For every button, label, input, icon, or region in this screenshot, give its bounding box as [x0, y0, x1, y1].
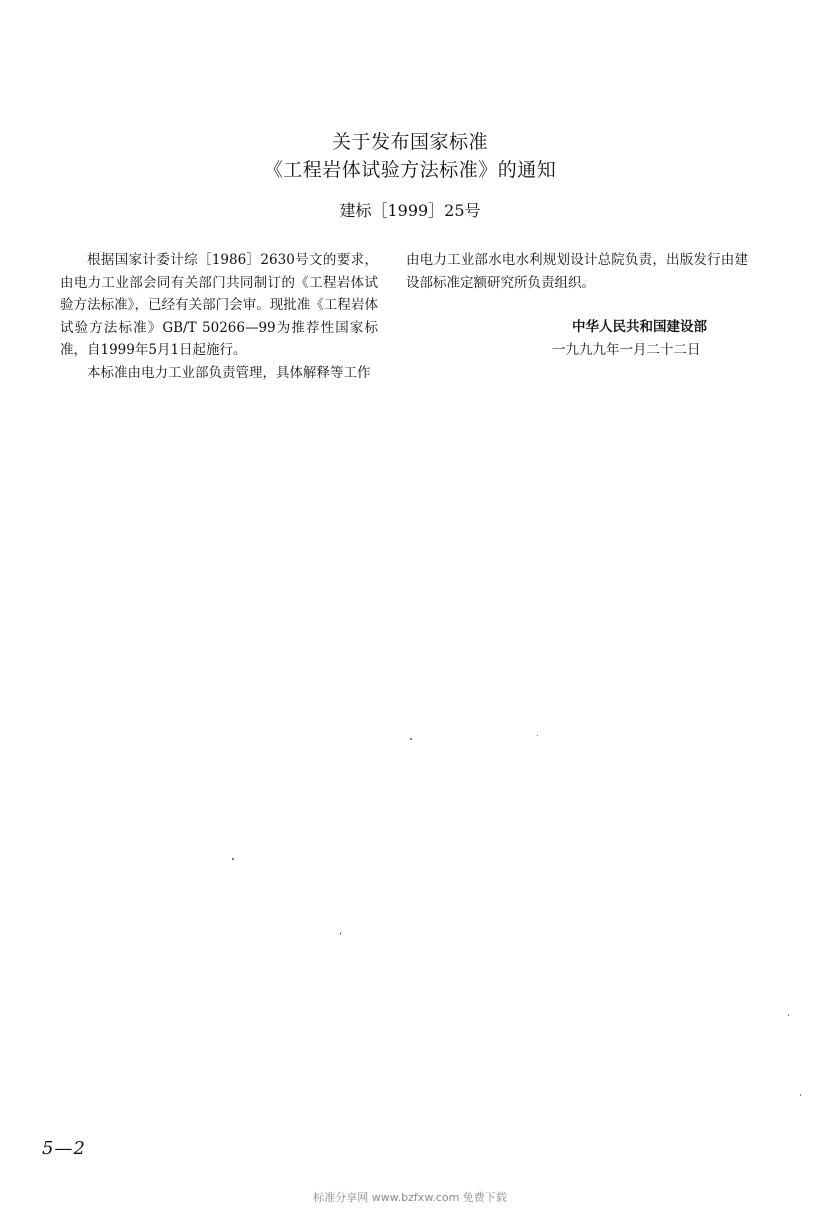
issuing-organization: 中华人民共和国建设部	[572, 319, 707, 335]
body-paragraph-continuation: 由电力工业部水电水利规划设计总院负责，出版发行由建设部标准定额研究所负责组织。	[406, 252, 748, 291]
scan-speck	[537, 735, 538, 736]
notice-title-line-1: 关于发布国家标准	[331, 131, 488, 153]
left-column	[60, 249, 378, 384]
document-number: 建标［1999］25号	[339, 201, 481, 220]
scan-speck	[788, 1014, 789, 1016]
right-column	[406, 249, 748, 294]
scan-speck	[800, 1094, 801, 1096]
scan-speck	[232, 858, 234, 860]
site-watermark: 标准分享网 www.bzfxw.com 免费下载	[313, 1191, 507, 1204]
body-paragraph-management: 本标准由电力工业部负责管理，具体解释等工作	[87, 364, 371, 381]
scan-speck	[410, 738, 412, 740]
page-number: 5—2	[42, 1138, 86, 1159]
scan-speck	[340, 932, 341, 935]
issue-date: 一九九九年一月二十二日	[552, 342, 701, 358]
body-paragraph-approval: 根据国家计委计综［1986］2630号文的要求，由电力工业部会同有关部门共同制订的《工程岩体试验方法标准》，已经有关部门会审。现批准《工程岩体试验方法标准》GB/T 50266—99为推荐性国家标准，自1999年5月1日起施行。	[60, 252, 378, 358]
notice-title-line-2: 《工程岩体试验方法标准》的通知	[263, 159, 557, 181]
